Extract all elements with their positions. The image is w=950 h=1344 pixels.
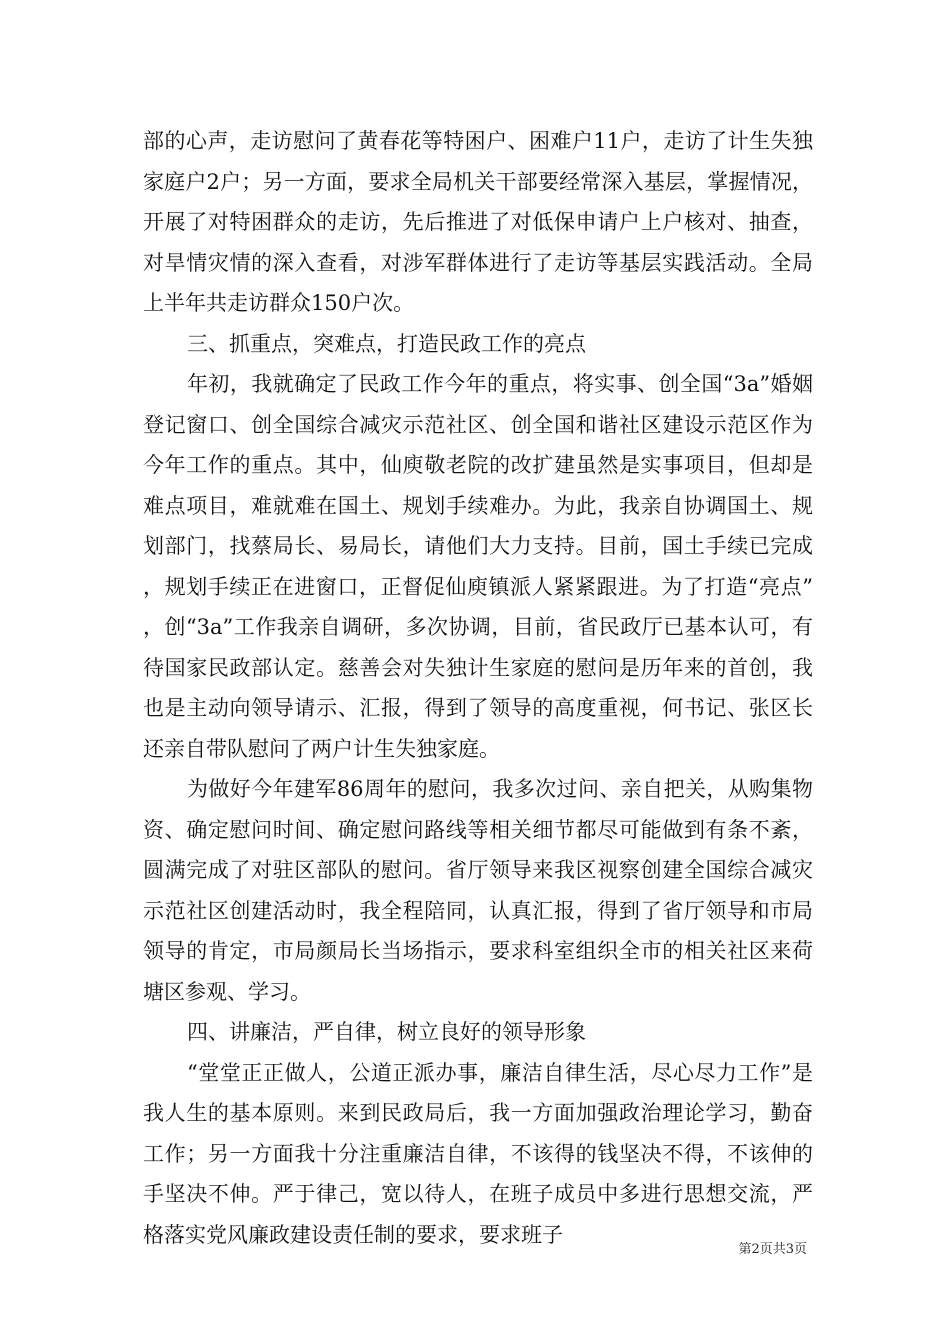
paragraph-continuation: 部的心声，走访慰问了黄春花等特困户、困难户11户，走访了计生失独家庭户2户；另一方面，要求全局机关干部要经常深入基层，掌握情况，开展了对特困群众的走访，先后推进了对低保申请户上户核对、抽查，对旱情灾情的深入查看，对涉军群体进行了走访等基层实践活动。全局上半年共走访群众150户次。 [143, 129, 813, 315]
section-heading-four: 四、讲廉洁，严自律，树立良好的领导形象 [187, 1020, 586, 1044]
paragraph-key-points: 年初，我就确定了民政工作今年的重点，将实事、创全国“3a”婚姻登记窗口、创全国综合减灾示范社区、创全国和谐社区建设示范区作为今年工作的重点。其中，仙庾敬老院的改扩建虽然是实事项目，但却是难点项目，难就难在国土、规划手续难办。为此，我亲自协调国土、规划部门，找蔡局长、易局长，请他们大力支持。目前，国土手续已完成，规划手续正在进窗口，正督促仙庾镇派人紧紧跟进。为了打造“亮点”，创“3a”工作我亲自调研，多次协调，目前，省民政厅已基本认可，有待国家民政部认定。慈善会对失独计生家庭的慰问是历年来的首创，我也是主动向领导请示、汇报，得到了领导的高度重视，何书记、张区长还亲自带队慰问了两户计生失独家庭。 [143, 372, 813, 761]
section-heading-three: 三、抓重点，突难点，打造民政工作的亮点 [187, 331, 586, 356]
document-body [143, 121, 813, 1255]
paragraph-army-day: 为做好今年建军86周年的慰问，我多次过问、亲自把关，从购集物资、确定慰问时间、确定慰问路线等相关细节都尽可能做到有条不紊，圆满完成了对驻区部队的慰问。省厅领导来我区视察创建全国综合减灾示范社区创建活动时，我全程陪同，认真汇报，得到了省厅领导和市局领导的肯定，市局颜局长当场指示，要求科室组织全市的相关社区来荷塘区参观、学习。 [143, 777, 813, 1004]
paragraph-integrity: “堂堂正正做人，公道正派办事，廉洁自律生活，尽心尽力工作”是我人生的基本原则。来到民政局后，我一方面加强政治理论学习，勤奋工作；另一方面我十分注重廉洁自律，不该得的钱坚决不得，不该伸的手坚决不伸。严于律己，宽以待人，在班子成员中多进行思想交流，严格落实党风廉政建设责任制的要求，要求班子 [143, 1060, 813, 1247]
page-number: 第2页共3页 [738, 1242, 807, 1257]
